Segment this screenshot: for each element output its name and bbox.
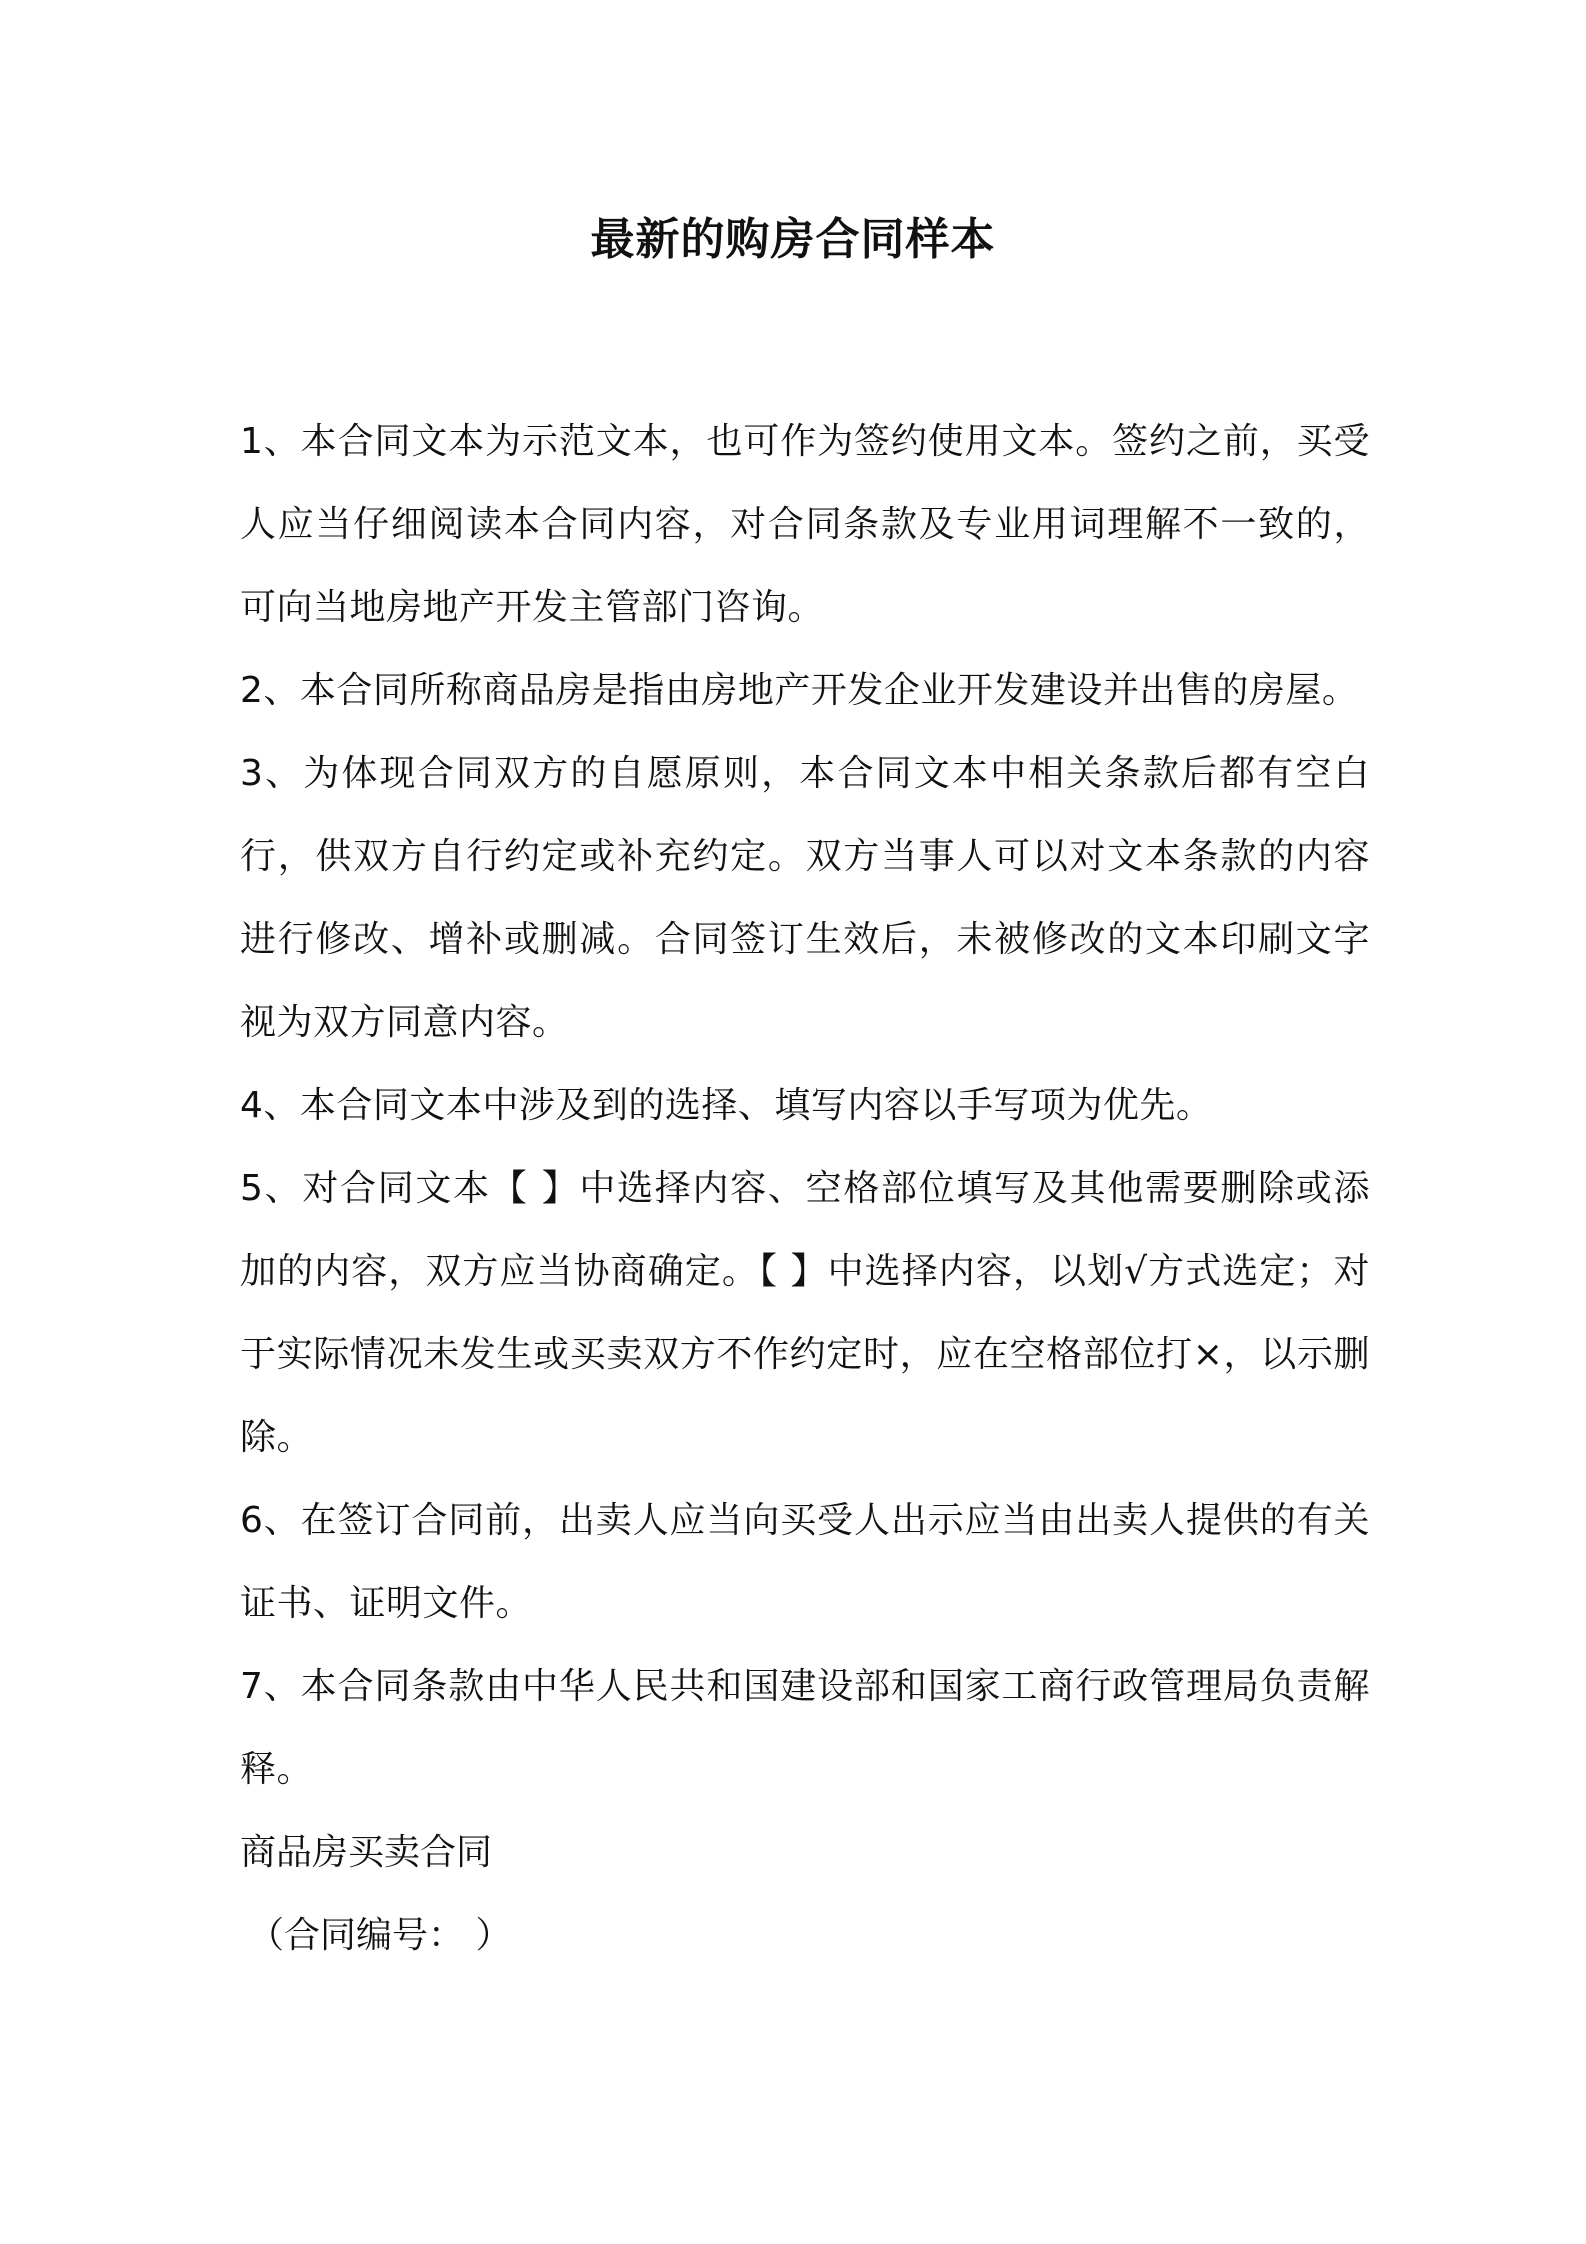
paragraph-3: 3、为体现合同双方的自愿原则，本合同文本中相关条款后都有空白行，供双方自行约定或补充约定。双方当事人可以对文本条款的内容进行修改、增补或删减。合同签订生效后，未被修改的文本印刷文字视为双方同意内容。	[240, 753, 1370, 1043]
paragraph-6: 6、在签订合同前，出卖人应当向买受人出示应当由出卖人提供的有关证书、证明文件。	[240, 1500, 1370, 1624]
document-title: 最新的购房合同样本	[590, 214, 996, 265]
document-body	[240, 400, 1370, 1977]
paragraph-5: 5、对合同文本【 】中选择内容、空格部位填写及其他需要删除或添加的内容，双方应当协商确定。【 】中选择内容，以划√方式选定；对于实际情况未发生或买卖双方不作约定时，应在空格部位打×，以示删除。	[240, 1168, 1370, 1458]
paragraph-4: 4、本合同文本中涉及到的选择、填写内容以手写项为优先。	[240, 1085, 1213, 1126]
paragraph-1: 1、本合同文本为示范文本，也可作为签约使用文本。签约之前，买受人应当仔细阅读本合同内容，对合同条款及专业用词理解不一致的，可向当地房地产开发主管部门咨询。	[240, 421, 1370, 628]
paragraph-7: 7、本合同条款由中华人民共和国建设部和国家工商行政管理局负责解释。	[240, 1666, 1370, 1790]
paragraph-2: 2、本合同所称商品房是指由房地产开发企业开发建设并出售的房屋。	[240, 670, 1359, 711]
contract-heading: 商品房买卖合同	[240, 1832, 493, 1873]
contract-number: （合同编号： ）	[248, 1915, 512, 1956]
